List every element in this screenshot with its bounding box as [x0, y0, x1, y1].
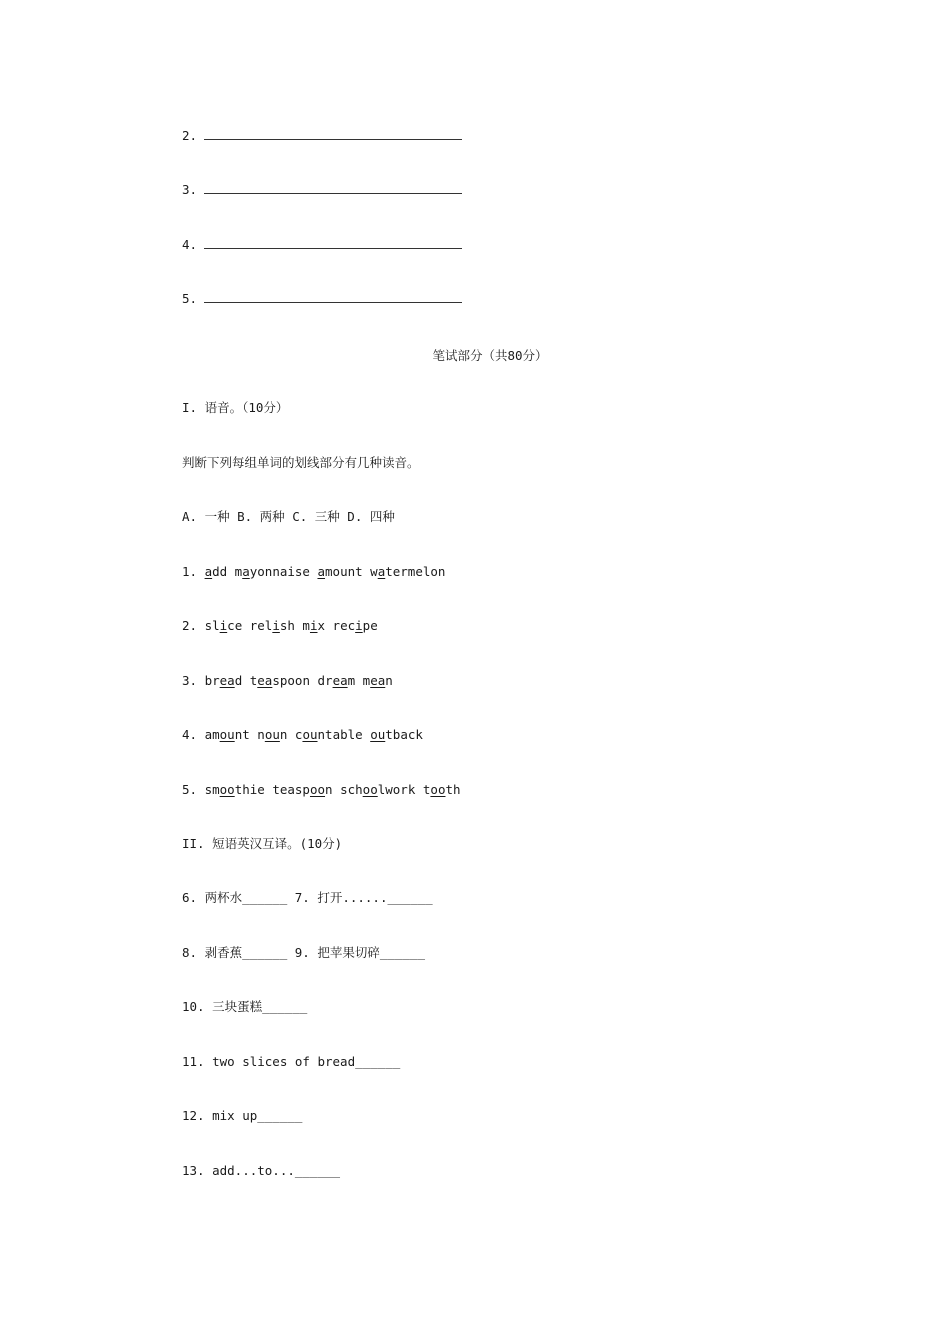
underlined-letters: ou	[302, 727, 318, 742]
underlined-letters: ou	[370, 727, 386, 742]
phonetics-item	[182, 618, 378, 634]
answer-blank-row: 5.	[182, 291, 462, 307]
underlined-letters: a	[377, 564, 386, 579]
answer-line	[204, 183, 462, 194]
underlined-letters: a	[204, 564, 213, 579]
word-text: tback	[385, 727, 423, 742]
underlined-letters: i	[219, 618, 228, 633]
word-text: nt n	[234, 727, 265, 742]
word-text: m m	[347, 673, 371, 688]
section1-heading: I. 语音。（10分）	[182, 400, 289, 415]
section2-heading: II. 短语英汉互译。(10分)	[182, 836, 343, 851]
answer-line	[204, 129, 462, 140]
underlined-letters: ea	[370, 673, 386, 688]
translation-item: 8. 剥香蕉______ 9. 把苹果切碎______	[182, 945, 425, 960]
underlined-letters: i	[272, 618, 280, 633]
phonetics-item	[182, 564, 445, 580]
underlined-letters: ou	[219, 727, 235, 742]
word-text: thie teasp	[234, 782, 310, 797]
phonetics-item	[182, 727, 423, 743]
word-text: lwork t	[377, 782, 431, 797]
underlined-letters: oo	[219, 782, 235, 797]
section1-options: A. 一种 B. 两种 C. 三种 D. 四种	[182, 509, 395, 524]
word-text: pe	[362, 618, 378, 633]
word-text: mount w	[325, 564, 378, 579]
underlined-letters: ea	[219, 673, 235, 688]
underlined-letters: a	[242, 564, 250, 579]
underlined-letters: oo	[362, 782, 378, 797]
translation-item: 6. 两杯水______ 7. 打开......______	[182, 890, 433, 905]
word-text: br	[204, 673, 220, 688]
word-text: n sch	[325, 782, 363, 797]
word-text: sl	[204, 618, 220, 633]
underlined-letters: oo	[430, 782, 446, 797]
phonetics-item	[182, 782, 461, 798]
word-text: sm	[204, 782, 220, 797]
translation-item: 10. 三块蛋糕______	[182, 999, 308, 1014]
underlined-letters: i	[355, 618, 363, 633]
underlined-letters: ou	[264, 727, 280, 742]
word-text: am	[204, 727, 220, 742]
underlined-letters: a	[317, 564, 326, 579]
word-text: yonnaise	[249, 564, 318, 579]
underlined-letters: oo	[309, 782, 326, 797]
underlined-letters: ea	[257, 673, 273, 688]
translation-item: 13. add...to...______	[182, 1163, 341, 1178]
answer-blank-row: 3.	[182, 182, 462, 198]
word-text: ntable	[317, 727, 371, 742]
word-text: sh m	[279, 618, 310, 633]
answer-line	[204, 238, 462, 249]
item-number: 4.	[182, 727, 205, 742]
word-text: d t	[234, 673, 258, 688]
word-text: n c	[279, 727, 303, 742]
item-number: 1.	[182, 564, 205, 579]
word-text: spoon dr	[272, 673, 333, 688]
item-number: 5.	[182, 782, 205, 797]
word-text: ce rel	[227, 618, 273, 633]
underlined-letters: ea	[332, 673, 348, 688]
phonetics-item	[182, 673, 393, 689]
answer-line	[204, 292, 462, 303]
translation-item: 11. two slices of bread______	[182, 1054, 401, 1069]
item-number: 2.	[182, 618, 205, 633]
written-part-title: 笔试部分（共80分）	[432, 348, 548, 363]
underlined-letters: i	[309, 618, 318, 633]
translation-item: 12. mix up______	[182, 1108, 303, 1123]
word-text: x rec	[317, 618, 356, 633]
item-number: 3.	[182, 673, 205, 688]
word-text: th	[445, 782, 461, 797]
word-text: termelon	[385, 564, 446, 579]
word-text: n	[385, 673, 393, 688]
answer-blank-row: 4.	[182, 237, 462, 253]
section1-instruction: 判断下列每组单词的划线部分有几种读音。	[182, 455, 420, 470]
answer-blank-row: 2.	[182, 128, 462, 144]
word-text: dd m	[212, 564, 243, 579]
